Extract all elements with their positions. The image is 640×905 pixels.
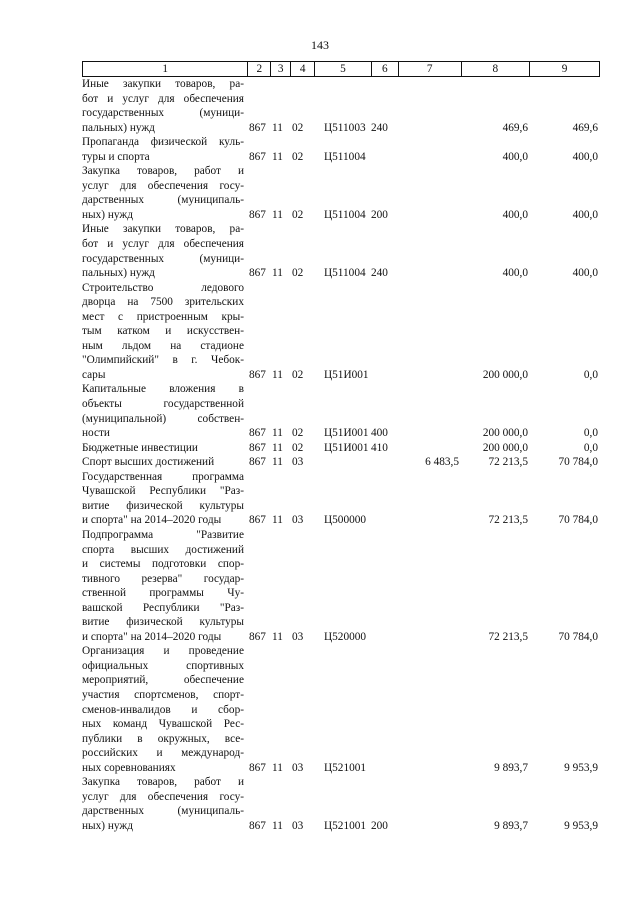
- cell-c4: 02: [292, 441, 304, 454]
- description-line: дворца на 7500 зрительских: [82, 296, 244, 309]
- cell-c5: Ц511004: [324, 208, 366, 221]
- cell-c5: Ц51И001: [324, 427, 369, 440]
- cell-c8: 200 000,0: [482, 427, 528, 440]
- description-line: услуг для обеспечения госу-: [82, 790, 244, 803]
- cell-c7: 6 483,5: [425, 456, 459, 469]
- table-row: [82, 644, 600, 775]
- cell-c9: 9 953,9: [564, 819, 598, 832]
- description-line: тивного резерва" государ-: [82, 572, 244, 585]
- cell-c8: 200 000,0: [482, 368, 528, 381]
- row-description: [82, 470, 247, 528]
- cell-c6: 200: [371, 819, 388, 832]
- cell-c9: 469,6: [572, 121, 598, 134]
- description-line: бот и услуг для обеспечения: [82, 238, 244, 251]
- cell-c4: 02: [292, 368, 304, 381]
- description-line: сменов-инвалидов и сбор-: [82, 703, 244, 716]
- cell-c4: 03: [292, 456, 304, 469]
- row-description: [82, 164, 247, 222]
- cell-c5: Ц500000: [324, 514, 367, 527]
- header-cell: 3: [270, 62, 290, 76]
- description-line: Капитальные вложения в: [82, 383, 244, 396]
- row-description: [82, 135, 247, 164]
- header-cell: 5: [314, 62, 371, 76]
- row-description: [82, 775, 247, 833]
- cell-c2: 867: [249, 427, 266, 440]
- row-description: [82, 441, 247, 456]
- description-line: мест с пристроенным кры-: [82, 310, 244, 323]
- cell-c4: 02: [292, 208, 304, 221]
- cell-c2: 867: [249, 514, 266, 527]
- cell-c6: 240: [371, 267, 388, 280]
- cell-c2: 867: [249, 368, 266, 381]
- cell-c3: 11: [272, 150, 283, 163]
- header-cell: 6: [371, 62, 398, 76]
- header-cell: 9: [529, 62, 599, 76]
- header-cell: 8: [461, 62, 530, 76]
- cell-c2: 867: [249, 208, 266, 221]
- cell-c9: 70 784,0: [558, 456, 598, 469]
- cell-c8: 400,0: [502, 208, 528, 221]
- description-line: Пропаганда физической куль-: [82, 136, 244, 149]
- table-row: [82, 281, 600, 383]
- description-line: пальных) нужд: [82, 121, 155, 134]
- description-line: Спорт высших достижений: [82, 456, 215, 469]
- cell-c8: 9 893,7: [494, 819, 528, 832]
- table-row: [82, 222, 600, 280]
- cell-c6: 240: [371, 121, 388, 134]
- table-row: [82, 77, 600, 135]
- cell-c3: 11: [272, 208, 283, 221]
- description-line: витие физической культуры: [82, 499, 244, 512]
- table-row: [82, 470, 600, 528]
- cell-c8: 9 893,7: [494, 761, 528, 774]
- cell-c4: 03: [292, 630, 304, 643]
- cell-c9: 400,0: [572, 208, 598, 221]
- cell-c5: Ц51И001: [324, 441, 369, 454]
- table-row: [82, 382, 600, 440]
- description-line: витие физической культуры: [82, 616, 244, 629]
- description-line: мероприятий, обеспечение: [82, 674, 244, 687]
- description-line: Государственная программа: [82, 470, 244, 483]
- table-row: [82, 441, 600, 456]
- cell-c4: 03: [292, 514, 304, 527]
- page-number: 143: [311, 38, 329, 52]
- cell-c2: 867: [249, 819, 266, 832]
- cell-c9: 400,0: [572, 150, 598, 163]
- header-cell: 7: [398, 62, 461, 76]
- cell-c2: 867: [249, 121, 266, 134]
- cell-c3: 11: [272, 456, 283, 469]
- description-line: Организация и проведение: [82, 645, 244, 658]
- cell-c4: 02: [292, 427, 304, 440]
- cell-c5: Ц51И001: [324, 368, 369, 381]
- cell-c3: 11: [272, 368, 283, 381]
- cell-c8: 72 213,5: [488, 456, 528, 469]
- description-line: публики в окружных, все-: [82, 732, 244, 745]
- description-line: Подпрограмма "Развитие: [82, 528, 244, 541]
- description-line: и спорта" на 2014–2020 годы: [82, 630, 222, 643]
- header-cell: 4: [290, 62, 314, 76]
- cell-c4: 03: [292, 819, 304, 832]
- cell-c9: 0,0: [583, 441, 598, 454]
- row-description: [82, 455, 247, 470]
- cell-c8: 469,6: [502, 121, 528, 134]
- cell-c9: 0,0: [583, 368, 598, 381]
- description-line: Закупка товаров, работ и: [82, 776, 244, 789]
- description-line: Иные закупки товаров, ра-: [82, 78, 244, 90]
- cell-c9: 0,0: [583, 427, 598, 440]
- cell-c3: 11: [272, 441, 283, 454]
- cell-c2: 867: [249, 441, 266, 454]
- header-cell: 1: [162, 63, 168, 75]
- cell-c9: 400,0: [572, 267, 598, 280]
- description-line: ным льдом на стадионе: [82, 339, 244, 352]
- description-line: Чувашской Республики "Раз-: [82, 485, 244, 498]
- cell-c8: 400,0: [502, 150, 528, 163]
- cell-c2: 867: [249, 761, 266, 774]
- description-line: "Олимпийский" в г. Чебок-: [82, 354, 244, 367]
- table-row: [82, 135, 600, 164]
- cell-c9: 9 953,9: [564, 761, 598, 774]
- cell-c5: Ц511004: [324, 267, 366, 280]
- description-line: ственной программы Чу-: [82, 587, 244, 600]
- description-line: Бюджетные инвестиции: [82, 441, 198, 454]
- description-line: государственных (муници-: [82, 107, 244, 120]
- cell-c3: 11: [272, 630, 283, 643]
- cell-c8: 72 213,5: [488, 630, 528, 643]
- cell-c4: 02: [292, 150, 304, 163]
- cell-c8: 72 213,5: [488, 514, 528, 527]
- description-line: Строительство ледового: [82, 281, 244, 294]
- cell-c3: 11: [272, 267, 283, 280]
- table-row: [82, 164, 600, 222]
- cell-c4: 02: [292, 267, 304, 280]
- description-line: Иные закупки товаров, ра-: [82, 223, 244, 236]
- cell-c3: 11: [272, 427, 283, 440]
- cell-c5: Ц521001: [324, 761, 367, 774]
- description-line: сары: [82, 368, 106, 381]
- budget-table: [82, 61, 600, 833]
- cell-c9: 70 784,0: [558, 630, 598, 643]
- cell-c5: Ц511003: [324, 121, 366, 134]
- row-description: [82, 644, 247, 775]
- cell-c6: 200: [371, 208, 388, 221]
- description-line: вашской Республики "Раз-: [82, 601, 244, 614]
- row-description: [82, 77, 247, 135]
- description-line: бот и услуг для обеспечения: [82, 92, 244, 105]
- cell-c4: 03: [292, 761, 304, 774]
- header-cell: 2: [247, 62, 270, 76]
- description-line: официальных спортивных: [82, 659, 244, 672]
- description-line: ных) нужд: [82, 208, 133, 221]
- description-line: государственных (муници-: [82, 252, 244, 265]
- cell-c3: 11: [272, 819, 283, 832]
- row-description: [82, 222, 247, 280]
- description-line: Закупка товаров, работ и: [82, 165, 244, 178]
- row-description: [82, 281, 247, 383]
- cell-c4: 02: [292, 121, 304, 134]
- table-row: [82, 528, 600, 644]
- table-row: [82, 775, 600, 833]
- description-line: участия спортсменов, спорт-: [82, 688, 244, 701]
- row-description: [82, 382, 247, 440]
- description-line: спорта высших достижений: [82, 543, 244, 556]
- description-line: ных соревнованиях: [82, 761, 176, 774]
- cell-c3: 11: [272, 121, 283, 134]
- cell-c8: 400,0: [502, 267, 528, 280]
- description-line: услуг для обеспечения госу-: [82, 179, 244, 192]
- cell-c2: 867: [249, 630, 266, 643]
- description-line: пальных) нужд: [82, 267, 155, 280]
- cell-c8: 200 000,0: [482, 441, 528, 454]
- table-body: [82, 77, 600, 833]
- description-line: объекты государственной: [82, 398, 244, 411]
- description-line: туры и спорта: [82, 150, 150, 163]
- description-line: тым катком и искусствен-: [82, 325, 244, 338]
- cell-c5: Ц511004: [324, 150, 366, 163]
- description-line: российских и международ-: [82, 747, 244, 760]
- cell-c5: Ц520000: [324, 630, 367, 643]
- description-line: ных команд Чувашской Рес-: [82, 718, 244, 731]
- cell-c2: 867: [249, 150, 266, 163]
- description-line: (муниципальной) собствен-: [82, 412, 244, 425]
- description-line: ности: [82, 427, 110, 440]
- description-line: дарственных (муниципаль-: [82, 194, 244, 207]
- table-row: [82, 455, 600, 470]
- cell-c3: 11: [272, 514, 283, 527]
- cell-c6: 400: [371, 427, 388, 440]
- description-line: ных) нужд: [82, 819, 133, 832]
- cell-c2: 867: [249, 267, 266, 280]
- description-line: и системы подготовки спор-: [82, 558, 244, 571]
- description-line: дарственных (муниципаль-: [82, 805, 244, 818]
- cell-c5: Ц521001: [324, 819, 367, 832]
- description-line: и спорта" на 2014–2020 годы: [82, 514, 222, 527]
- cell-c6: 410: [371, 441, 388, 454]
- cell-c9: 70 784,0: [558, 514, 598, 527]
- row-description: [82, 528, 247, 644]
- cell-c2: 867: [249, 456, 266, 469]
- table-header: [82, 61, 600, 77]
- cell-c3: 11: [272, 761, 283, 774]
